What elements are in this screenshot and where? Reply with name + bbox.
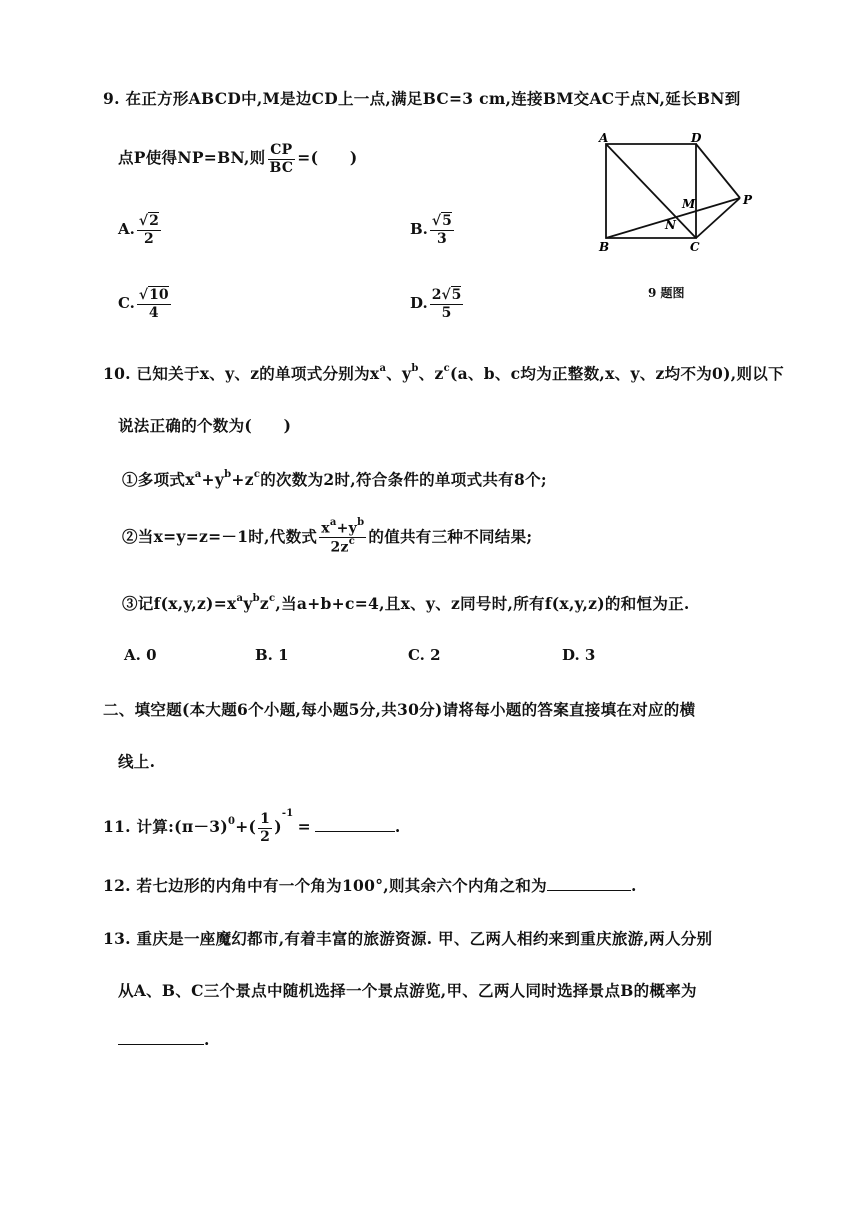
q9-option-d-coef: 2 bbox=[431, 287, 442, 303]
q11-frac-den: 2 bbox=[260, 828, 271, 845]
q10-s1-mid2: +z bbox=[231, 470, 254, 489]
q10-s2-exp-b: b bbox=[357, 517, 365, 528]
q10-line1-mid1: 、y bbox=[386, 364, 412, 383]
q10-s1-exp-a: a bbox=[194, 468, 202, 480]
q9-figure bbox=[590, 130, 765, 265]
q9-option-a-label: A. bbox=[118, 220, 135, 239]
q12-text: 12. 若七边形的内角中有一个角为100°,则其余六个内角之和为 bbox=[103, 876, 547, 895]
q9-option-b: B. $\frac{√5}{3}$ bbox=[410, 213, 452, 247]
q9-option-b-label: B. bbox=[410, 220, 428, 239]
q11-mid: +( bbox=[235, 817, 257, 837]
q10-option-d: D. 3 bbox=[562, 646, 596, 664]
q10-s3-post: ,当a+b+c=4,且x、y、z同号时,所有f(x,y,z)的和恒为正. bbox=[275, 594, 690, 613]
q9-line2-pre: 点P使得NP=BN,则 bbox=[118, 148, 266, 168]
q10-s2-pre: ②当x=y=z=－1时,代数式 bbox=[122, 526, 318, 546]
q9-option-c-num: 10 bbox=[149, 287, 169, 303]
q9-ratio-den: BC bbox=[269, 159, 294, 176]
q9-option-c-den: 4 bbox=[148, 304, 159, 321]
q10-s3-pre: ③记f(x,y,z)=x bbox=[122, 594, 237, 613]
q9-option-a-den: 2 bbox=[143, 230, 154, 247]
q11-exp1: -1 bbox=[281, 808, 294, 820]
segment-dp bbox=[696, 144, 740, 198]
q10-line1 bbox=[103, 362, 784, 384]
q10-s1-exp-c: c bbox=[253, 468, 261, 480]
q9-option-d-label: D. bbox=[410, 294, 428, 313]
q10-statement-3 bbox=[122, 592, 690, 614]
fig-label-d: D bbox=[691, 131, 702, 145]
q10-option-b: B. 1 bbox=[255, 646, 289, 664]
q10-s2-num2: +y bbox=[336, 520, 358, 537]
q9-ratio-num: CP bbox=[270, 142, 293, 158]
q10-s2-den: 2z bbox=[330, 540, 349, 556]
q10-s3-exp-a: a bbox=[236, 592, 244, 604]
fig-label-c: C bbox=[690, 240, 700, 254]
q10-statement-2 bbox=[122, 517, 533, 556]
q10-s3-b: y bbox=[243, 594, 253, 613]
section2-heading-cont: 线上. bbox=[118, 752, 156, 771]
q9-line2 bbox=[118, 143, 357, 175]
q10-line1-post: (a、b、c均为正整数,x、y、z均不为0),则以下 bbox=[449, 364, 784, 383]
q9-option-a-num: 2 bbox=[149, 213, 159, 229]
q10-line1-mid2: 、z bbox=[418, 364, 444, 383]
q13-line1: 13. 重庆是一座魔幻都市,有着丰富的旅游资源. 甲、乙两人相约来到重庆旅游,两人分别 bbox=[103, 929, 713, 948]
q9-line2-post: =( ) bbox=[297, 148, 358, 168]
fig-label-b: B bbox=[599, 240, 610, 254]
q9-option-c: C. $\frac{√10}{4}$ bbox=[118, 287, 169, 321]
q9-option-b-den: 3 bbox=[437, 230, 447, 247]
q10-s1-pre: ①多项式x bbox=[122, 470, 195, 489]
q10-option-c: C. 2 bbox=[408, 646, 441, 664]
q10-line2: 说法正确的个数为( ) bbox=[118, 416, 292, 435]
fig-label-a: A bbox=[599, 131, 609, 145]
q9-figure-caption: 9 题图 bbox=[648, 286, 685, 300]
q9-option-d-num: 5 bbox=[451, 287, 462, 303]
fig-label-n: N bbox=[665, 218, 676, 232]
q12-end: . bbox=[630, 876, 637, 895]
q10-s1-mid1: +y bbox=[201, 470, 225, 489]
q11-answer-blank[interactable] bbox=[315, 817, 395, 832]
q12-line bbox=[103, 874, 637, 896]
q10-exp-c: c bbox=[443, 362, 450, 374]
q10-s2-frac bbox=[319, 517, 366, 556]
q9-line1: 9. 在正方形ABCD中,M是边CD上一点,满足BC=3 cm,连接BM交AC于点N,延长BN到 bbox=[103, 89, 741, 108]
q10-s2-num: x bbox=[321, 520, 330, 537]
q10-exp-a: a bbox=[379, 362, 387, 374]
q10-statement-1 bbox=[122, 468, 547, 490]
q9-option-b-num: 5 bbox=[442, 213, 452, 229]
q11-exp0: 0 bbox=[227, 816, 236, 828]
section2-heading: 二、填空题(本大题6个小题,每小题5分,共30分)请将每小题的答案直接填在对应的横 bbox=[103, 700, 696, 719]
q10-exp-b: b bbox=[411, 362, 419, 374]
q10-s3-exp-c: c bbox=[269, 592, 276, 604]
q9-option-c-label: C. bbox=[118, 294, 135, 313]
fig-label-m: M bbox=[682, 197, 696, 211]
q13-end: . bbox=[204, 1030, 210, 1049]
q10-s2-exp-c: c bbox=[348, 536, 356, 548]
q13-line3 bbox=[118, 1030, 210, 1049]
q9-ratio bbox=[267, 143, 295, 175]
q9-option-d-den: 5 bbox=[441, 304, 452, 321]
q11-line bbox=[103, 808, 401, 845]
q10-s3-c: z bbox=[259, 594, 270, 613]
q10-s2-post: 的值共有三种不同结果; bbox=[368, 526, 533, 546]
q10-line1-pre: 10. 已知关于x、y、z的单项式分别为x bbox=[103, 364, 380, 383]
q13-answer-blank[interactable] bbox=[118, 1030, 204, 1045]
q9-option-a: A. $\frac{√2}{2}$ bbox=[118, 213, 159, 247]
q11-frac bbox=[258, 812, 272, 844]
q11-close: ) bbox=[274, 817, 282, 837]
q12-answer-blank[interactable] bbox=[547, 876, 631, 891]
q11-pre: 11. 计算:(π－3) bbox=[103, 817, 228, 837]
q11-end: . bbox=[394, 817, 401, 837]
q9-option-d: D. $\frac{2√5}{5}$ bbox=[410, 287, 462, 321]
q11-eq: = bbox=[297, 817, 311, 837]
q10-s3-exp-b: b bbox=[252, 592, 260, 604]
q10-s1-post: 的次数为2时,符合条件的单项式共有8个; bbox=[260, 470, 547, 489]
q11-frac-num: 1 bbox=[260, 811, 271, 827]
fig-label-p: P bbox=[743, 193, 753, 207]
q10-s2-exp-a: a bbox=[329, 517, 337, 528]
q10-s1-exp-b: b bbox=[224, 468, 232, 480]
q13-line2: 从A、B、C三个景点中随机选择一个景点游览,甲、乙两人同时选择景点B的概率为 bbox=[118, 981, 697, 1000]
q10-option-a: A. 0 bbox=[124, 646, 157, 664]
